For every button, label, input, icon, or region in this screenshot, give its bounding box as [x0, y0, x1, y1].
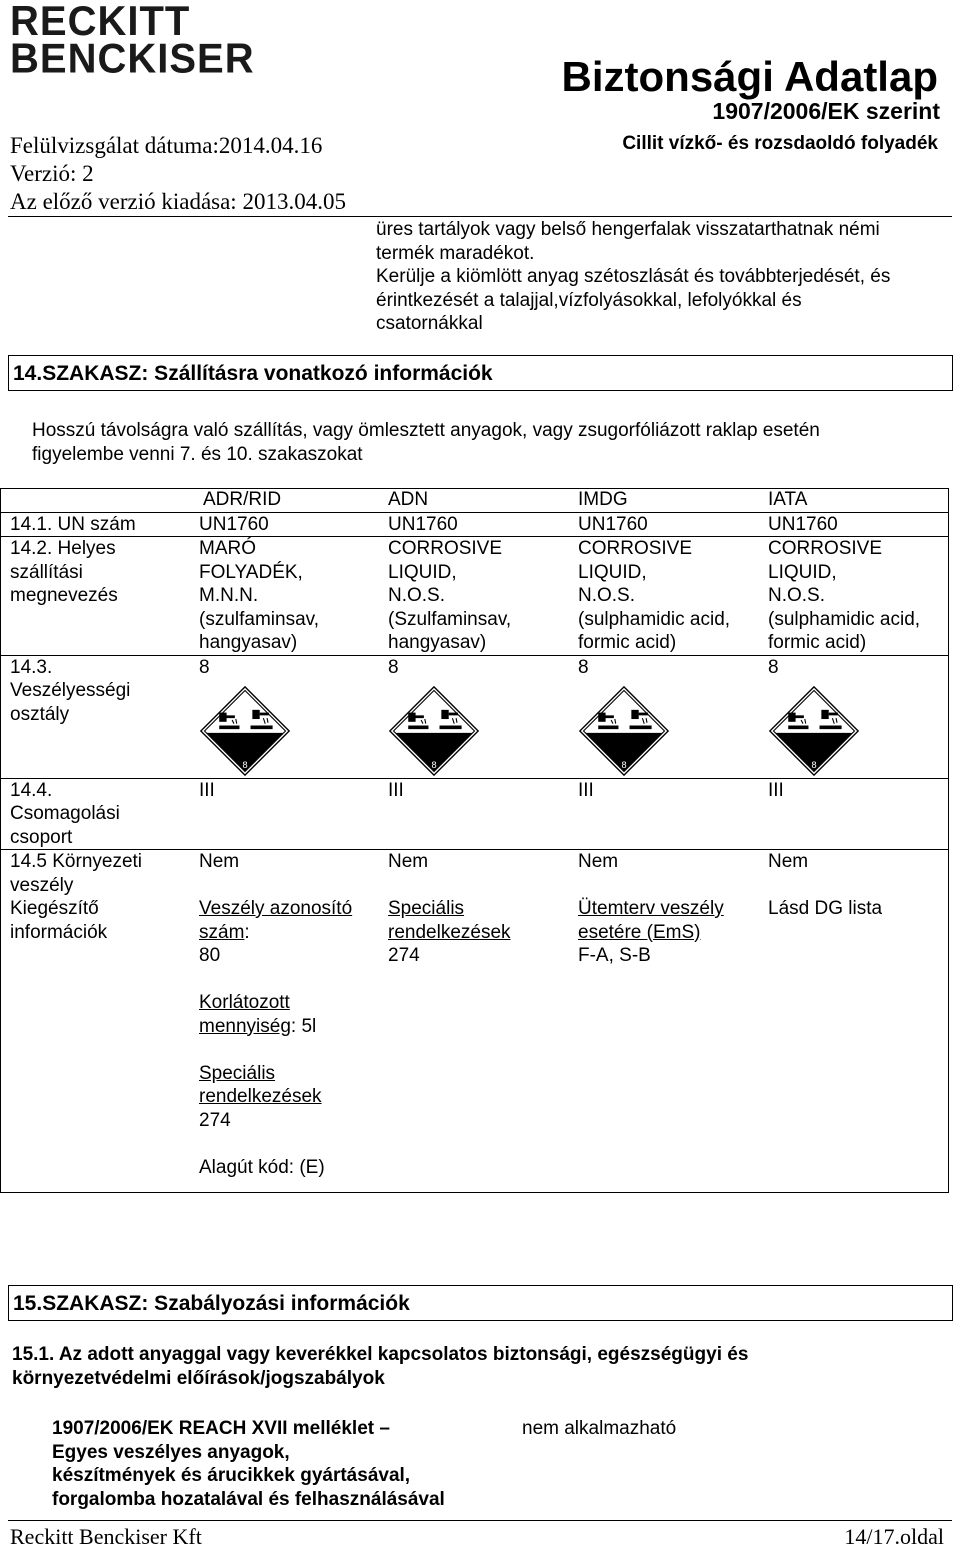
col-header-adn: ADN [388, 489, 429, 510]
company-logo [10, 0, 255, 82]
header-divider [8, 216, 952, 217]
un-adr: UN1760 [189, 512, 378, 537]
transport-table [0, 488, 949, 1179]
reach-annex-title: 1907/2006/EK REACH XVII melléklet – Egyes veszélyes anyagok, készítmények és árucikkek gyártásával, forgalomba hozatalával és felhasználásával [52, 1418, 445, 1510]
section15-heading-box [8, 1285, 953, 1321]
corrosive-pictogram-icon [578, 685, 670, 777]
version: Verzió: 2 [10, 161, 94, 186]
hazard-id-label: Veszély azonosító szám [199, 898, 353, 943]
shipping-name-iata: CORROSIVE LIQUID, N.O.S. (sulphamidic acid, formic acid) [758, 537, 949, 656]
previous-version: Az előző verzió kiadása: 2013.04.05 [10, 189, 346, 214]
section15-subheading-line-1: 15.1. Az adott anyaggal vagy keverékkel kapcsolatos biztonsági, egészségügyi és [12, 1344, 749, 1365]
special-provisions-label: Speciális rendelkezések [199, 1062, 322, 1107]
logo-line-1: RECKITT [10, 0, 191, 45]
table-row-hazard-class [0, 655, 949, 778]
hazard-class-adr: 8 8 [189, 655, 378, 778]
packing-group-imdg: III [568, 778, 758, 850]
svg-text:8: 8 [811, 759, 817, 770]
product-name: Cillit vízkő- és rozsdaoldó folyadék [622, 133, 938, 154]
regulation-reference: 1907/2006/EK szerint [712, 98, 940, 124]
hazard-class-label: 14.3. Veszélyességi osztály [0, 655, 189, 778]
svg-text:8: 8 [242, 759, 248, 770]
additional-info-imdg: Ütemterv veszély esetére (EmS) F-A, S-B [578, 898, 724, 966]
corrosive-pictogram-icon [768, 685, 860, 777]
shipping-name-imdg: CORROSIVE LIQUID, N.O.S. (sulphamidic acid, formic acid) [568, 537, 758, 656]
packing-group-iata: III [758, 778, 949, 850]
hazard-class-imdg: 8 8 [568, 655, 758, 778]
table-row-un [0, 512, 949, 537]
env-hazard-imdg: Nem [568, 850, 758, 898]
col-header-imdg: IMDG [578, 489, 628, 510]
additional-info-iata: Lásd DG lista [768, 898, 883, 919]
packing-group-label: 14.4. Csomagolási csoport [0, 778, 189, 850]
section15-subheading-line-2: környezetvédelmi előírások/jogszabályok [12, 1368, 385, 1389]
packing-group-adn: III [378, 778, 568, 850]
env-hazard-adr: Nem [189, 850, 378, 898]
footer-page-number: 14/17.oldal [844, 1524, 944, 1549]
shipping-name-label: 14.2. Helyes szállítási megnevezés [0, 537, 189, 656]
tunnel-code: Alagút kód: (E) [199, 1156, 325, 1178]
shipping-name-adn: CORROSIVE LIQUID, N.O.S. (Szulfaminsav, hangyasav) [378, 537, 568, 656]
footer-company: Reckitt Benckiser Kft [10, 1524, 202, 1549]
additional-info-adr: Veszély azonosító szám: 80 Korlátozott mennyiség: 5l Speciális rendelkezések 274 Alagút kód: (E) [189, 897, 378, 1179]
reach-annex-value: nem alkalmazható [522, 1418, 677, 1439]
section15-heading: 15.SZAKASZ: Szabályozási információk [13, 1292, 410, 1315]
corrosive-pictogram-icon [199, 685, 291, 777]
shipping-name-adr: MARÓ FOLYADÉK, M.N.N. (szulfaminsav, hangyasav) [189, 537, 378, 656]
additional-info-adn: Speciális rendelkezések 274 [388, 898, 511, 966]
document-title: Biztonsági Adatlap [561, 53, 938, 100]
table-row-shipping-name [0, 537, 949, 656]
section14-heading: 14.SZAKASZ: Szállításra vonatkozó információk [13, 362, 493, 385]
table-row-environmental-hazard [0, 850, 949, 898]
section14-intro-line-1: Hosszú távolságra való szállítás, vagy ömlesztett anyagok, vagy zsugorfóliázott raklap esetén [32, 420, 820, 441]
env-hazard-label: 14.5 Környezeti veszély [0, 850, 189, 898]
un-label: 14.1. UN szám [0, 512, 189, 537]
table-row-additional-info [0, 897, 949, 1179]
col-header-adr: ADR/RID [203, 489, 282, 510]
hazard-class-iata: 8 8 [758, 655, 949, 778]
footer-divider [8, 1520, 952, 1521]
hazard-id-value: 80 [199, 945, 221, 966]
svg-text:8: 8 [431, 759, 437, 770]
env-hazard-adn: Nem [378, 850, 568, 898]
col-header-iata: IATA [768, 489, 808, 510]
section14-heading-box [8, 355, 953, 391]
limited-quantity-label: Korlátozott mennyiség [199, 992, 291, 1037]
table-header-row [0, 488, 949, 512]
section13-continuation: üres tartályok vagy belső hengerfalak visszatarthatnak némi termék maradékot. Kerülje a kiömlött anyag szétoszlását és továbbterjedését, és érintkezését a talajjal,vízfolyásokkal, lefolyókkal és csatornákkal [376, 219, 891, 334]
table-row-packing-group [0, 778, 949, 850]
un-imdg: UN1760 [568, 512, 758, 537]
logo-line-2: BENCKISER [10, 35, 255, 82]
revision-date: Felülvizsgálat dátuma:2014.04.16 [10, 133, 323, 158]
env-hazard-iata: Nem [758, 850, 949, 898]
svg-text:8: 8 [621, 759, 627, 770]
un-adn: UN1760 [378, 512, 568, 537]
un-iata: UN1760 [758, 512, 949, 537]
additional-info-label: Kiegészítő információk [10, 898, 108, 943]
packing-group-adr: III [189, 778, 378, 850]
section14-intro-line-2: figyelembe venni 7. és 10. szakaszokat [32, 444, 363, 465]
special-provisions-value: 274 [199, 1109, 231, 1131]
corrosive-pictogram-icon [388, 685, 480, 777]
hazard-class-adn: 8 8 [378, 655, 568, 778]
